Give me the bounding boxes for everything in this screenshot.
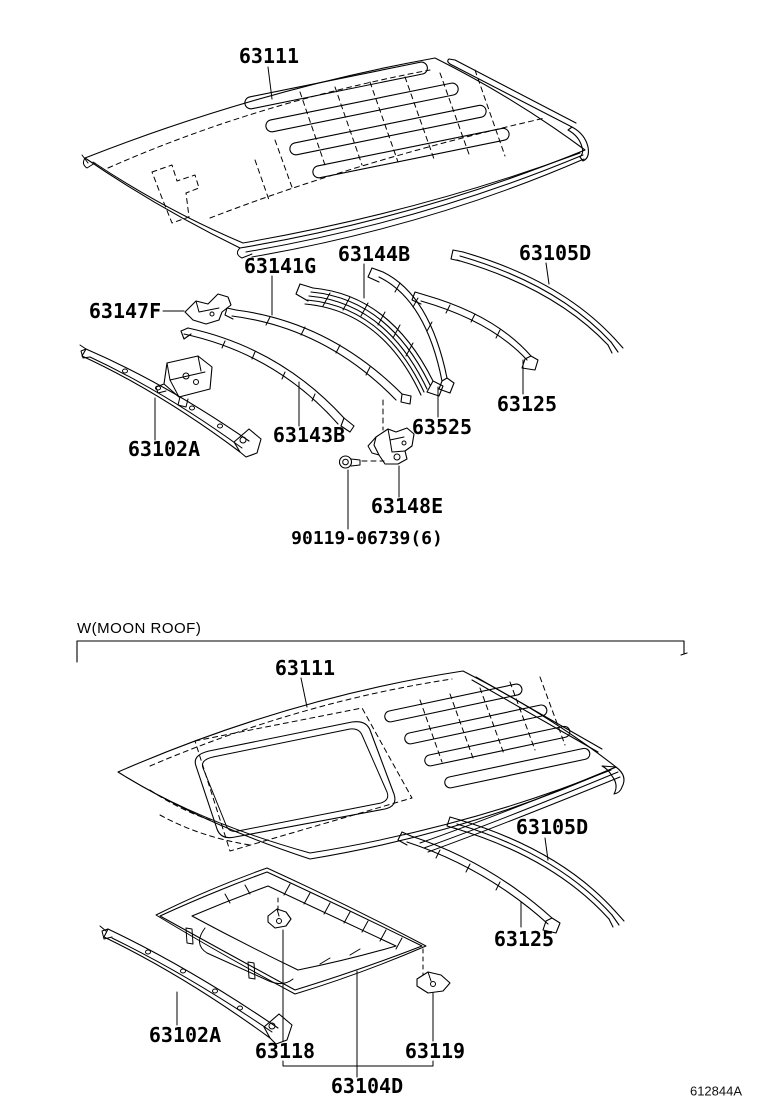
callout-roof-panel-moonroof: 63111	[274, 656, 336, 680]
callout-roof-rail-inner-moonroof: 63125	[493, 927, 555, 951]
callout-sunroof-bracket-rear: 63119	[404, 1039, 466, 1063]
callout-roof-brace: 63525	[411, 415, 473, 439]
moonroof-section-title: W(MOON ROOF)	[77, 620, 202, 637]
roof-rail-outer-drawing-top	[451, 250, 623, 353]
callout-sunroof-housing: 63104D	[330, 1074, 404, 1098]
rear-bracket-drawing	[368, 428, 414, 464]
roof-rail-inner-drawing-top	[412, 292, 538, 370]
sunroof-housing-drawing	[156, 868, 426, 994]
drawing-code: 612844A	[689, 1083, 743, 1099]
front-bracket-drawing	[185, 294, 231, 324]
assembly-dashed-links-top	[362, 400, 384, 461]
callout-roof-rail-outer-moonroof: 63105D	[515, 815, 589, 839]
leader-lines-moonroof	[177, 678, 548, 1077]
moonroof-section-bracket	[77, 641, 687, 662]
callout-roof-bow-no2: 63143B	[272, 423, 346, 447]
roof-panel-drawing-top	[82, 58, 588, 258]
roof-rail-inner-drawing-moonroof	[398, 832, 560, 933]
callout-rear-bracket: 63148E	[370, 494, 444, 518]
roof-bow-no2-drawing	[181, 328, 354, 432]
callout-windshield-header-top: 63102A	[127, 437, 201, 461]
assembly-dashed-links-moonroof	[278, 898, 423, 975]
callout-roof-rail-inner-top: 63125	[496, 392, 558, 416]
callout-bolt: 90119-06739(6)	[291, 528, 443, 549]
callout-sunroof-bracket-front: 63118	[254, 1039, 316, 1063]
sunroof-bracket-rear-drawing	[417, 972, 450, 993]
sunroof-bracket-front-drawing	[268, 909, 291, 928]
callout-roof-panel-top: 63111	[238, 44, 300, 68]
callout-front-bracket: 63147F	[88, 299, 162, 323]
bolt-drawing	[340, 456, 361, 468]
callout-roof-reinforcement: 63144B	[337, 242, 411, 266]
callout-roof-rail-outer-top: 63105D	[518, 241, 592, 265]
callout-windshield-header-moonroof: 63102A	[148, 1023, 222, 1047]
callout-roof-bow-no1: 63141G	[243, 254, 317, 278]
